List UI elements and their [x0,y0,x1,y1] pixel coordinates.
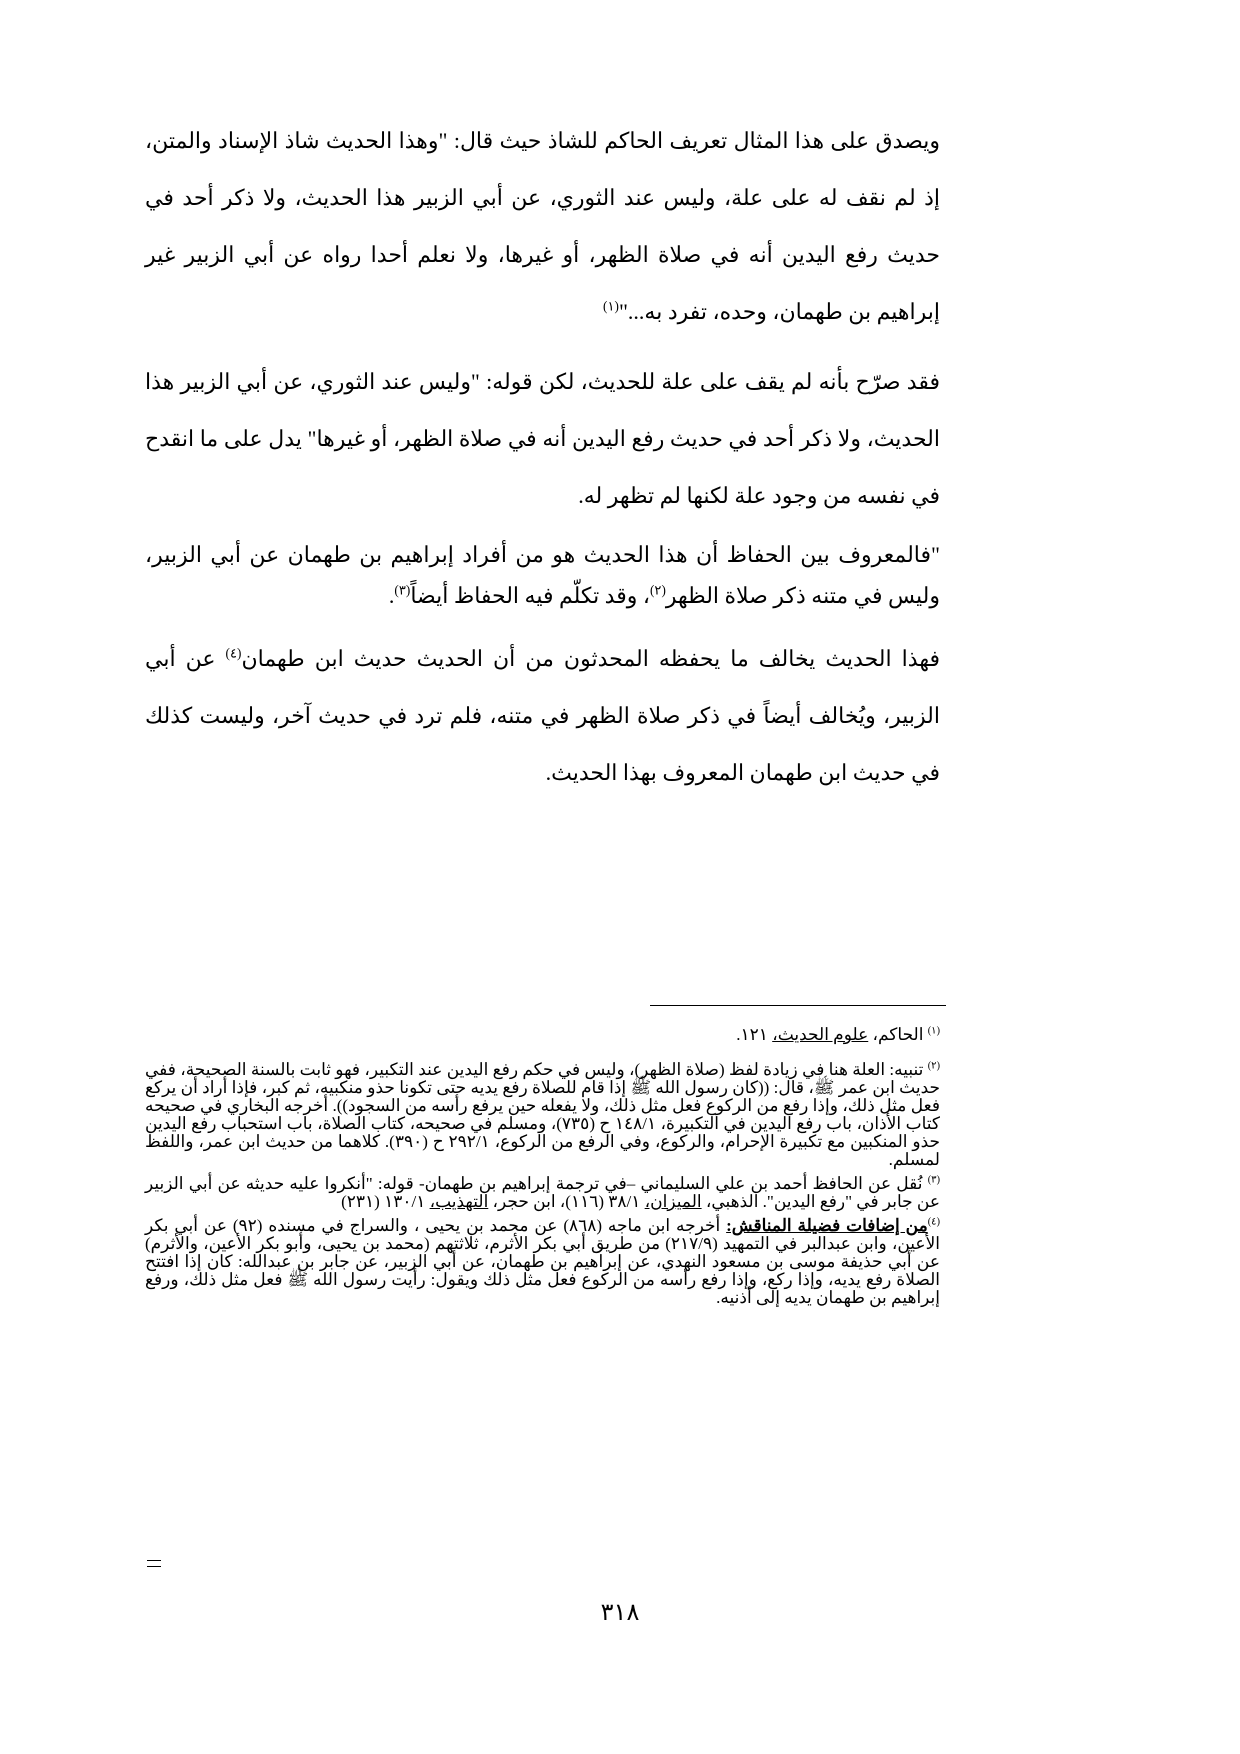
footnote-separator [650,1005,946,1006]
paragraph-4-text-a: فهذا الحديث يخالف ما يحفظه المحدثون من أن الحديث حديث ابن طهمان [241,646,940,671]
footnote-2 [145,1061,940,1169]
footnote-4-number: (٤) [927,1216,940,1228]
page-number: ٣١٨ [600,1600,640,1626]
paragraph-3-text-c: . [388,583,395,608]
paragraph-2 [145,353,940,524]
footnote-3-text-a: نُقل عن الحافظ أحمد بن علي السليماني –في ترجمة إبراهيم بن طهمان- قوله: "أنكروا عليه حديثه عن أبي الزبير عن جابر في "رفع اليدين". الذهبي، [145,1174,940,1211]
footnote-3-book-title-2: التهذيب، [429,1192,489,1211]
paragraph-4-text-b: عن أبي الزبير، ويُخالف أيضاً في ذكر صلاة الظهر في متنه، فلم ترد في حديث آخر، وليست كذلك في حديث ابن طهمان المعروف بهذا الحديث. [145,646,940,785]
footnote-4-heading: من إضافات فضيلة المناقش: [726,1216,928,1235]
paragraph-2-text: فقد صرّح بأنه لم يقف على علة للحديث، لكن قوله: "وليس عند الثوري، عن أبي الزبير هذا الحديث، ولا ذكر أحد في حديث رفع اليدين أنه في صلاة الظهر، أو غيرها" يدل على ما انقدح في نفسه من وجود علة لكنها لم تظهر له. [145,369,940,508]
footnote-1-text-a: الحاكم، [868,1025,928,1044]
footnote-3-text-b: ٣٨/١ (١١٦)، ابن حجر، [488,1192,645,1211]
footnote-2-text: تنبيه: العلة هنا في زيادة لفظ (صلاة الظهر)، وليس في حكم رفع اليدين عند التكبير، فهو ثابت بالسنة الصحيحة، ففي حديث ابن عمر ﷺ، قال: ((كان رسول الله ﷺ إذا قام للصلاة رفع يديه حتى تكونا حذو منكبيه، ثم كبر، فإذا أراد أن يركع فعل مثل ذلك، وإذا رفع من الركوع فعل مثل ذلك، ولا يفعله حين يرفع رأسه من السجود)). أخرجه البخاري في صحيحه كتاب الأذان، باب رفع اليدين في التكبيرة، ١٤٨/١ ح (٧٣٥)، ومسلم في صحيحه، كتاب الصلاة، باب استحباب رفع اليدين حذو المنكبين مع تكبيرة الإحرام، والركوع، وفي الرفع من الركوع، ٢٩٢/١ ح (٣٩٠). كلاهما من حديث ابن عمر، واللفظ لمسلم. [145,1060,941,1169]
paragraph-4 [145,630,940,801]
footnote-2-number: (٢) [927,1060,940,1072]
continuation-mark [147,1560,161,1567]
footnote-ref-3[interactable]: (٣) [394,582,411,598]
footnote-ref-1[interactable]: (١) [603,298,619,314]
footnote-ref-2[interactable]: (٢) [649,582,666,598]
footnotes [145,1015,940,1307]
footnote-1-number: (١) [927,1025,940,1037]
footnote-3-number: (٣) [927,1174,940,1186]
footnote-3 [145,1175,940,1211]
footnote-3-text-c: ١٣٠/١ (٢٣١) [341,1192,430,1211]
footnote-4 [145,1217,940,1307]
paragraph-1-text: ويصدق على هذا المثال تعريف الحاكم للشاذ حيث قال: "وهذا الحديث شاذ الإسناد والمتن، إذ لم نقف له على علة، وليس عند الثوري، عن أبي الزبير هذا الحديث، ولا ذكر أحد في حديث رفع اليدين أنه في صلاة الظهر، أو غيرها، ولا نعلم أحدا رواه عن أبي الزبير غير إبراهيم بن طهمان، وحده، تفرد به..." [145,128,940,324]
footnote-1-book-title: علوم الحديث، [772,1025,869,1044]
footnote-1-text-b: ١٢١. [736,1025,773,1044]
footnote-3-book-title-1: الميزان، [644,1192,702,1211]
paragraph-3-text-a: "فالمعروف بين الحفاظ أن هذا الحديث هو من أفراد إبراهيم بن طهمان عن أبي الزبير، وليس في متنه ذكر صلاة الظهر [145,542,940,608]
paragraph-3-quote [145,534,940,616]
paragraph-3-text-b: ، وقد تكلّم فيه الحفاظ أيضاً [410,583,650,608]
footnote-ref-4[interactable]: (٤) [225,645,242,661]
paragraph-1 [145,112,940,340]
footnote-1 [145,1015,940,1055]
footnote-4-text: أخرجه ابن ماجه (٨٦٨) عن محمد بن يحيى ، والسراج في مسنده (٩٢) عن أبي بكر الأعين، وابن عبدالبر في التمهيد (٢١٧/٩) من طريق أبي بكر الأثرم، ثلاثتهم (محمد بن يحيى، وأبو بكر الأعين، والأثرم) عن أبي حذيفة موسى بن مسعود النهدي، عن إبراهيم بن طهمان، عن أبي الزبير، عن جابر بن عبدالله: كان إذا افتتح الصلاة رفع يديه، وإذا ركع، وإذا رفع رأسه من الركوع فعل مثل ذلك ويقول: رأيت رسول الله ﷺ فعل مثل ذلك، ورفع إبراهيم بن طهمان يديه إلى أذنيه. [145,1216,940,1307]
